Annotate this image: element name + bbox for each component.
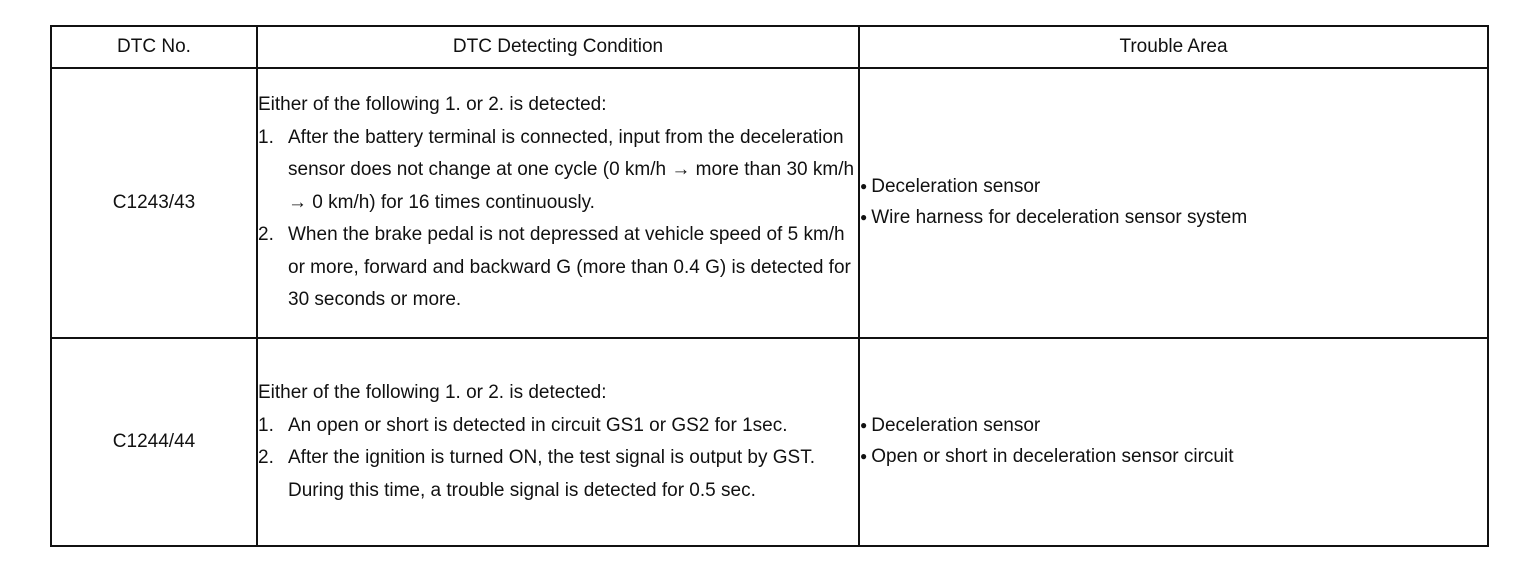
table-row — [51, 338, 1488, 546]
condition-text: When the brake pedal is not depressed at vehicle speed of 5 km/h or more, forward and backward G (more than 0.4 G) is detected for 30 seconds or more. — [288, 224, 851, 311]
dtc-code: C1243/43 — [51, 68, 257, 338]
dtc-code: C1244/44 — [51, 338, 257, 546]
header-detecting-condition: DTC Detecting Condition — [257, 26, 859, 68]
trouble-area — [859, 338, 1488, 546]
condition-intro: Either of the following 1. or 2. is detected: — [258, 94, 607, 116]
trouble-area-item: ● Deceleration sensor — [860, 415, 1041, 436]
trouble-area-item: ● Open or short in deceleration sensor circuit — [860, 446, 1234, 467]
condition-item — [258, 442, 858, 507]
detecting-condition — [257, 338, 859, 546]
bullet-icon: ● — [860, 418, 868, 432]
condition-number: 1. — [258, 126, 274, 148]
condition-intro: Either of the following 1. or 2. is detected: — [258, 382, 607, 403]
bullet-icon: ● — [860, 449, 868, 463]
dtc-table — [50, 25, 1489, 547]
condition-text: An open or short is detected in circuit GS1 or GS2 for 1sec. — [288, 414, 788, 436]
header-trouble-area: Trouble Area — [859, 26, 1488, 68]
detecting-condition — [257, 68, 859, 338]
condition-number: 2. — [258, 447, 274, 468]
condition-text: After the ignition is turned ON, the test signal is output by GST. During this time, a trouble signal is detected for 0.5 sec. — [288, 447, 815, 501]
table-row — [51, 68, 1488, 338]
condition-text: After the battery terminal is connected, input from the deceleration sensor does not change at one cycle (0 km/h → more than 30 km/h → 0 km/h) for 16 times continuously. — [288, 126, 855, 213]
header-row — [51, 26, 1488, 68]
condition-item — [258, 410, 858, 443]
trouble-area — [859, 68, 1488, 338]
trouble-area-item: ● Wire harness for deceleration sensor system — [860, 207, 1248, 228]
header-dtc-no: DTC No. — [51, 26, 257, 68]
bullet-icon: ● — [860, 179, 868, 193]
bullet-icon: ● — [860, 210, 868, 224]
trouble-area-item: ● Deceleration sensor — [860, 176, 1041, 197]
condition-item — [258, 219, 858, 317]
condition-number: 1. — [258, 414, 274, 436]
condition-number: 2. — [258, 224, 274, 246]
condition-item — [258, 122, 858, 220]
